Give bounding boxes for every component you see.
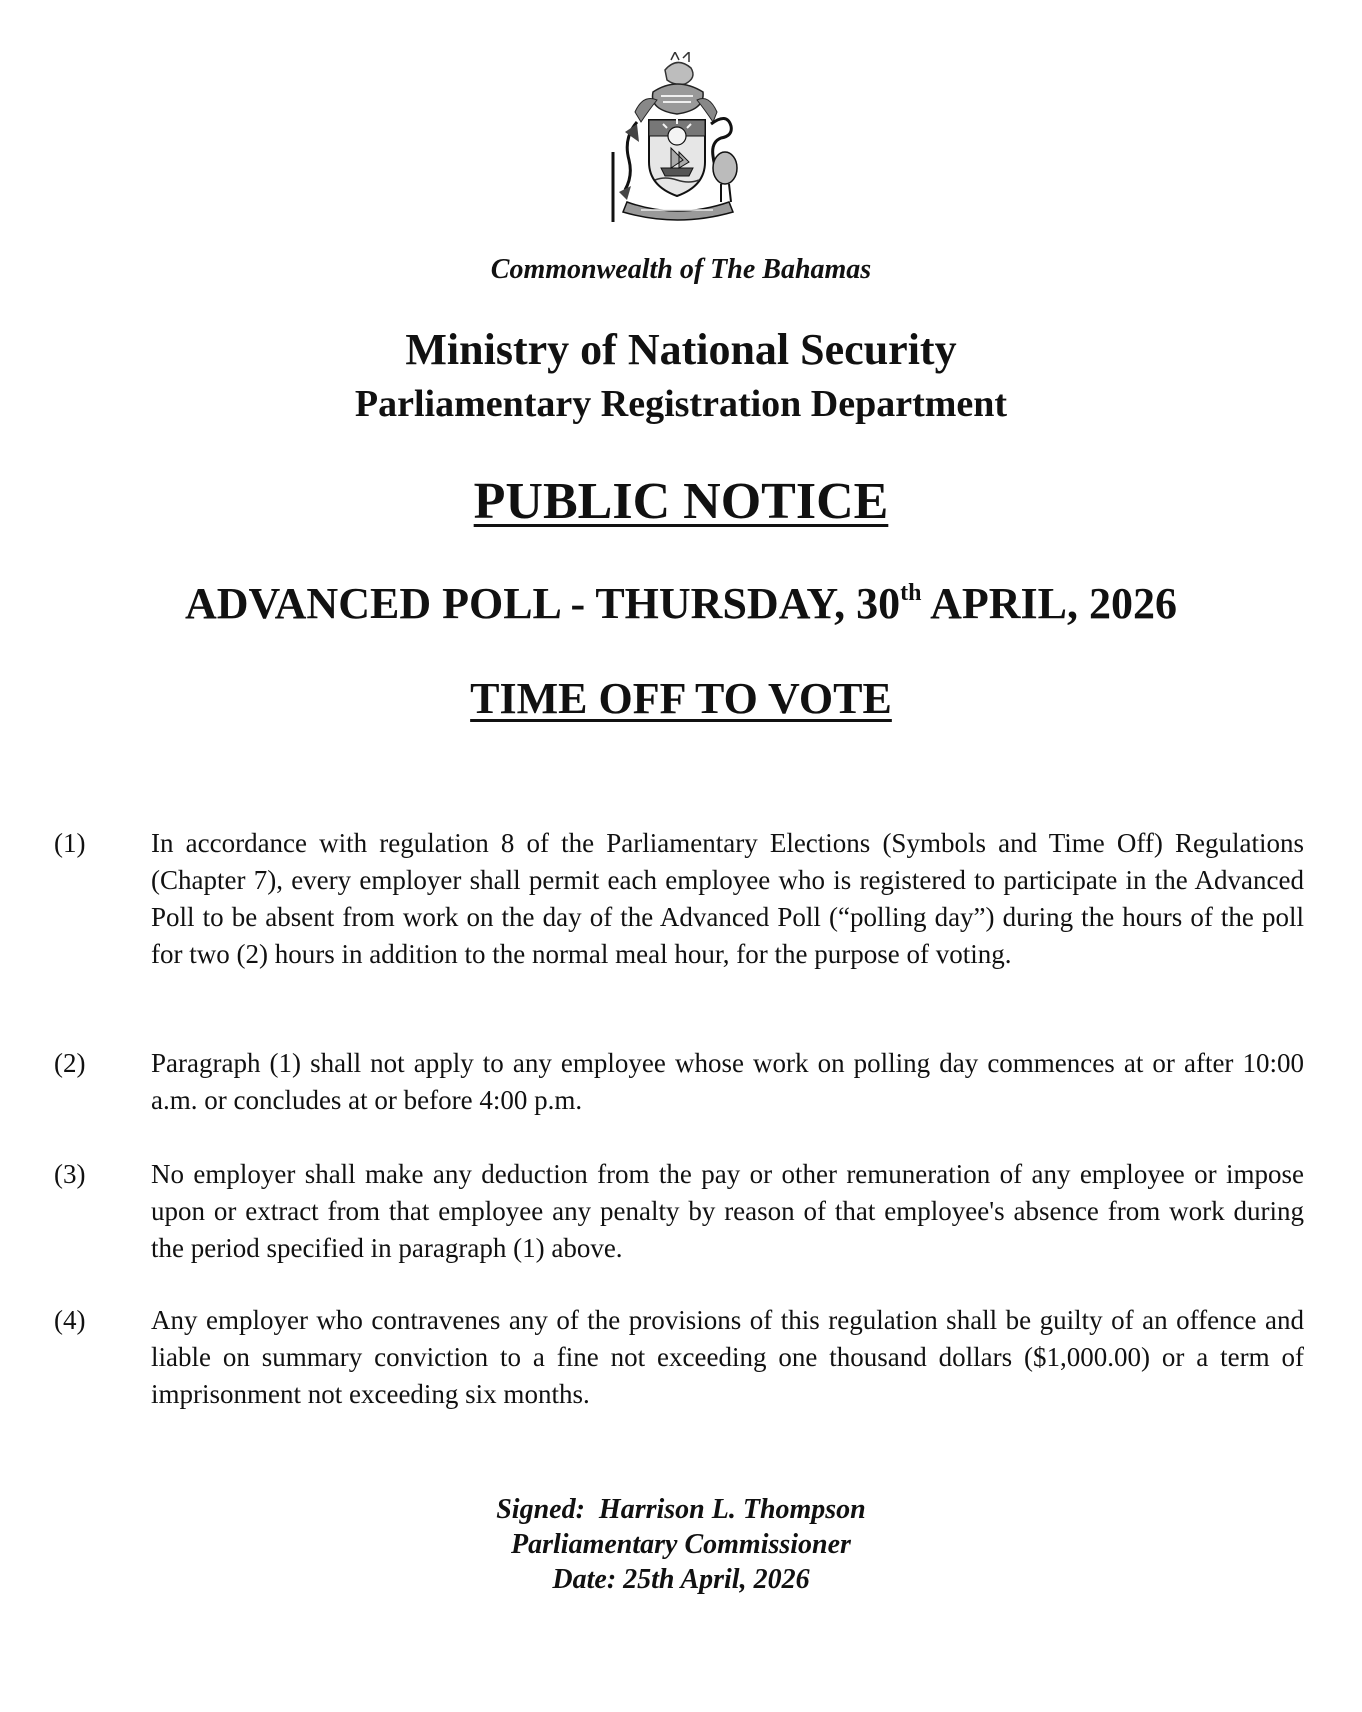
poll-date-prefix: ADVANCED POLL - THURSDAY, 30 bbox=[185, 579, 901, 628]
paragraph-number: (1) bbox=[54, 828, 86, 858]
ministry-name: Ministry of National Security bbox=[405, 325, 957, 374]
paragraph-number: (4) bbox=[54, 1305, 86, 1335]
notice-subtitle: TIME OFF TO VOTE bbox=[470, 674, 892, 723]
poll-date-ordinal: th bbox=[900, 580, 922, 606]
notice-title: PUBLIC NOTICE bbox=[473, 473, 889, 530]
paragraph-text: In accordance with regulation 8 of the Parliamentary Elections (Symbols and Time Off) Regulations (Chapter 7), every employer shall permit each employee who is registered to participate in the Advanced Poll to be absent from work on the day of the Advanced Poll (“polling day”) during the hours of the poll for two (2) hours in addition to the normal meal hour, for the purpose of voting. bbox=[151, 828, 1304, 969]
signatory: Signed: Harrison L. Thompson bbox=[496, 1494, 866, 1525]
signature-date: Date: 25th April, 2026 bbox=[552, 1564, 810, 1595]
paragraph-number: (3) bbox=[54, 1159, 86, 1189]
paragraph-text: Any employer who contravenes any of the provisions of this regulation shall be guilty of an offence and liable on summary conviction to a fine not exceeding one thousand dollars ($1,000.00) or a term of imprisonment not exceeding six months. bbox=[151, 1305, 1304, 1409]
poll-date-suffix: APRIL, 2026 bbox=[921, 579, 1177, 628]
coat-of-arms-icon bbox=[605, 52, 750, 222]
paragraph-number: (2) bbox=[54, 1048, 86, 1078]
paragraph-text: Paragraph (1) shall not apply to any employee whose work on polling day commences at or after 10:00 a.m. or concludes at or before 4:00 p.m. bbox=[151, 1048, 1304, 1115]
country-name: Commonwealth of The Bahamas bbox=[490, 254, 872, 285]
paragraph-text: No employer shall make any deduction from the pay or other remuneration of any employee or impose upon or extract from that employee any penalty by reason of that employee's absence from work during the period specified in paragraph (1) above. bbox=[151, 1159, 1304, 1263]
department-name: Parliamentary Registration Department bbox=[354, 383, 1008, 425]
signature-block bbox=[0, 1492, 1362, 1597]
advanced-poll-heading bbox=[0, 578, 1362, 629]
signatory-title: Parliamentary Commissioner bbox=[511, 1529, 851, 1560]
